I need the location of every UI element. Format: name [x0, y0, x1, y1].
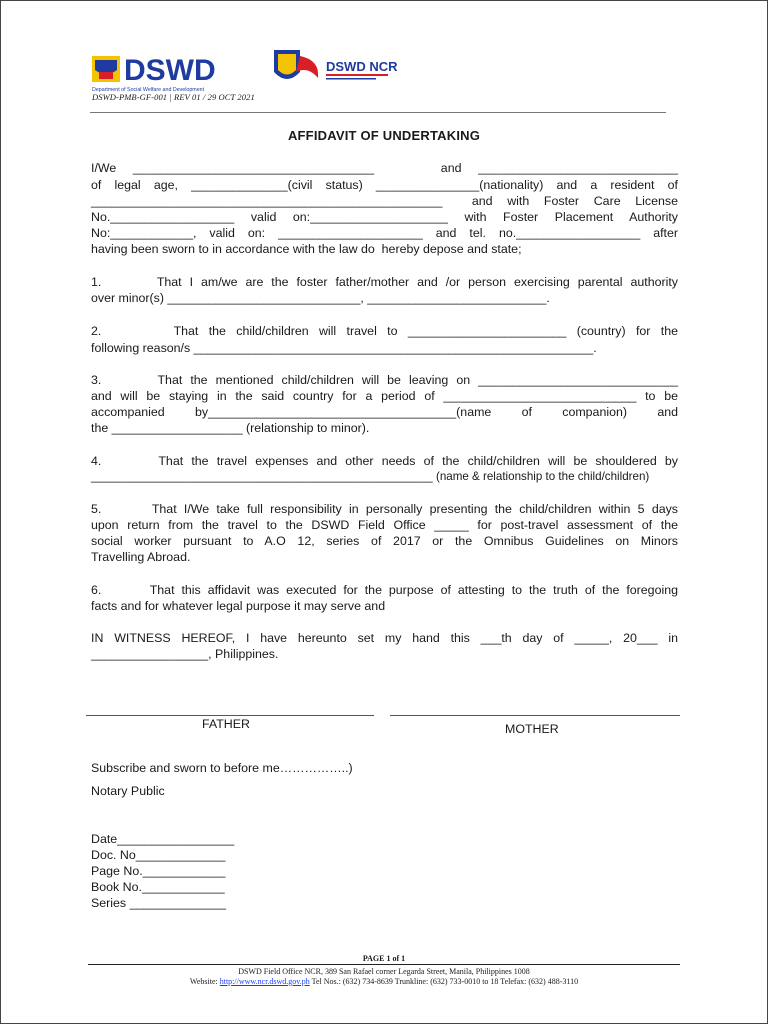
notary-series-field: Series ______________ — [91, 896, 227, 910]
item-3-line-2: and will be staying in the said country for a period of ____________________________ to be — [91, 389, 678, 403]
contact-numbers: Tel Nos.: (632) 734-8639 Trunkline: (632) 733-0010 to 18 Telefax: (632) 488-3110 — [311, 977, 579, 986]
notary-public-label: Notary Public — [91, 784, 165, 798]
item-1-line-1: 1. That I am/we are the foster father/mother and /or person exercising parental authority — [91, 275, 678, 289]
item-4-line-1: 4. That the travel expenses and other needs of the child/children will be shouldered by — [91, 454, 678, 468]
item-2-line-2: following reason/s __________________________________________________________. — [91, 341, 597, 355]
item-1-line-2: over minor(s) ____________________________, __________________________. — [91, 291, 550, 305]
item-3-line-4: the ___________________ (relationship to minor). — [91, 421, 370, 435]
intro-line-4: No.__________________ valid on:____________________ with Foster Placement Authority — [91, 210, 678, 224]
intro-line-6: having been sworn to in accordance with the law do hereby depose and state; — [91, 242, 522, 256]
item-6-line-1: 6. That this affidavit was executed for the purpose of attesting to the truth of the foregoing — [91, 583, 678, 597]
page-number: PAGE 1 of 1 — [362, 954, 406, 963]
item-5-line-1: 5. That I/We take full responsibility in personally presenting the child/children within 5 days — [91, 502, 678, 516]
notary-book-no-field: Book No.____________ — [91, 880, 225, 894]
notary-doc-no-field: Doc. No_____________ — [91, 848, 226, 862]
mother-label: MOTHER — [505, 722, 559, 736]
notary-date-field: Date_________________ — [91, 832, 235, 846]
notary-page-no-field: Page No.____________ — [91, 864, 226, 878]
witness-line-1: IN WITNESS HEREOF, I have hereunto set my hand this ___th day of _____, 20___ in — [91, 631, 678, 645]
subscribe-sworn-text: Subscribe and sworn to before me……………..) — [91, 761, 353, 775]
dswd-logo — [90, 50, 250, 95]
dswd-logo-subtitle: Department of Social Welfare and Development — [92, 87, 205, 93]
intro-line-5: No:____________, valid on: _____________________ and tel. no.__________________ after — [91, 226, 678, 240]
intro-line-3: ___________________________________________________ and with Foster Care License — [91, 194, 678, 208]
intro-line-1: I/We ___________________________________ and _____________________________ — [91, 161, 678, 175]
footer-contacts — [0, 977, 768, 986]
item-5-line-4: Travelling Abroad. — [91, 550, 191, 564]
dswd-logo-text: DSWD — [124, 54, 216, 87]
father-label: FATHER — [202, 717, 250, 731]
item-3-line-1: 3. That the mentioned child/children will be leaving on _____________________________ — [91, 373, 678, 387]
form-code: DSWD-PMB-GF-001 | REV 01 / 29 OCT 2021 — [92, 92, 255, 102]
father-signature-line — [86, 715, 374, 716]
website-label: Website: — [189, 977, 218, 986]
header-divider — [90, 112, 666, 113]
mother-signature-line — [390, 715, 680, 716]
footer-divider — [88, 964, 680, 965]
witness-line-2: _________________, Philippines. — [91, 647, 279, 661]
item-6-line-2: facts and for whatever legal purpose it may serve and — [91, 599, 386, 613]
document-title: AFFIDAVIT OF UNDERTAKING — [287, 128, 481, 143]
dswd-ncr-logo — [268, 46, 418, 90]
intro-line-2: of legal age, ______________(civil status) _______________(nationality) and a resident of — [91, 178, 678, 192]
item-2-line-1: 2. That the child/children will travel to _______________________ (country) for the — [91, 324, 678, 338]
item-5-line-2: upon return from the travel to the DSWD Field Office _____ for post-travel assessment of the — [91, 518, 678, 532]
item-5-line-3: social worker pursuant to A.O 12, series of 2017 or the Omnibus Guidelines on Minors — [91, 534, 678, 548]
item-4-line-2: _____________________________________________________ (name & relationship to the child/children) — [91, 470, 650, 483]
footer-address: DSWD Field Office NCR, 389 San Rafael corner Legarda Street, Manila, Philippines 1008 — [238, 967, 530, 976]
dswd-ncr-logo-text: DSWD NCR — [326, 59, 398, 74]
item-3-line-3: accompanied by____________________________________(name of companion) and — [91, 405, 678, 419]
website-link[interactable]: http://www.ncr.dswd.gov.ph — [219, 977, 310, 986]
